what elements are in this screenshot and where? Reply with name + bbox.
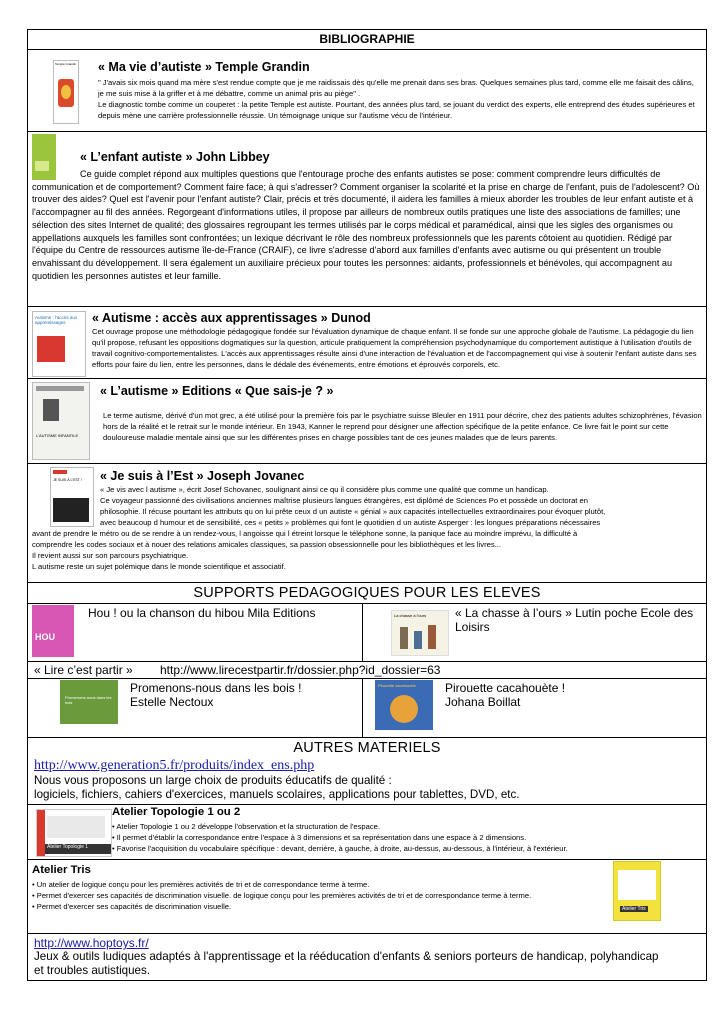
topologie-product [27,804,707,859]
bullet-item: • Favorise l'acquisition du vocabulaire spécifique : devant, derrière, à gauche, à droite, au-dessus, au-dessous, à l'intérieur, à l'extérieur. [112,844,568,853]
book-cover-quesaisje: L'AUTISME INFANTILE [32,382,90,460]
book-title: « Autisme : accès aux apprentissages » Dunod [92,311,371,325]
book-title: « L’enfant autiste » John Libbey [80,150,270,164]
book-quote: " J'avais six mois quand ma mère s'est rendue compte que je me raidissais dès qu'elle me prenait dans ses bras. Quelques semaines plus tard, comme elle me faisait des câlins, je me suis mise à la griffer et à me débattre, comme un animal pris au piège" . [98,78,694,98]
product-title: Atelier Tris [32,864,91,876]
book-grandin [27,49,707,131]
cover-illustration [37,336,65,362]
book-cover-promenons: Promenons-nous dans les bois [60,680,118,724]
document [27,29,707,981]
text-line: Il revient aussi sur son parcours psychiatrique. [32,551,189,560]
book-cover-dunod: Autisme : l'accès aux apprentissages [32,311,86,377]
bullet-item: • Un atelier de logique conçu pour les premières activités de tri et de correspondance terme à terme. [32,880,370,889]
text-line: et troubles autistiques. [34,964,151,977]
hoptoys-section [27,933,707,981]
book-quesaisje [27,378,707,463]
cover-illustration [43,399,59,421]
text-line: L autisme reste un sujet polémique dans le monde scientifique et associatif. [32,562,286,571]
book-dunod [27,306,707,378]
book-cover-grandin: Temple Grandin [53,60,79,124]
book-summary: Le terme autisme, dérivé d'un mot grec, a été utilisé pour la première fois par le psychiatre suisse Bleuler en 1911 pour décrire, chez des patients adultes schizophrènes, l'évasion hors de la réalité et le retrait sur le monde intérieur. En 1943, Kanner le reprend pour désigner une affection spécifique de la petite enfance. Ce livre fait le point sur cette douloureuse maladie mentale ainsi que sur les différentes prises en charge possibles tant de ces jeunes malades que de leurs parents. [103,411,702,442]
support-chasse [363,604,706,661]
support-url[interactable]: http://www.lirecestpartir.fr/dossier.php?id_dossier=63 [160,663,441,677]
supports-section [27,582,707,737]
product-title: Atelier Topologie 1 ou 2 [112,806,241,818]
generation5-link[interactable]: http://www.generation5.fr/produits/index_ens.php [34,758,315,773]
text-line: avant de prendre le métro ou de se rendre à un rendez-vous, l angoisse qui l étreint lorsque le téléphone sonne, la panique face au moindre imprévu, la difficulté à [32,529,578,538]
support-label: « Lire c’est partir » [34,663,133,677]
book-cover-jovanec: JE SUIS À L'EST ! [50,467,94,527]
materiels-section [27,737,707,804]
product-image-topologie: Atelier Topologie 1 [36,809,112,857]
section-title: SUPPORTS PEDAGOGIQUES POUR LES ELEVES [193,585,541,601]
support-title: Pirouette cacahouète ! [445,681,566,695]
support-pirouette [363,679,706,737]
bullet-item: • Permet d'exercer ses capacités de discrimination visuelle. [32,902,232,911]
lire-cest-partir-row [28,661,706,678]
support-text: « La chasse à l’ours » Lutin poche Ecole des Loisirs [455,606,694,634]
book-jovanec [27,463,707,582]
cover-face [61,85,71,99]
cover-photo [53,498,89,522]
book-title: « L’autisme » Editions « Que sais-je ? » [100,384,334,398]
bullet-item: • Il permet d'établir la correspondance entre l'espace à 3 dimensions et sa représentation dans une espace à 2 dimensions. [112,833,527,842]
book-cover-hou: HOU [32,605,74,657]
text-line: logiciels, fichiers, cahiers d'exercices, manuels scolaires, applications pour tablettes, DVD, etc. [34,788,520,801]
bullet-item: • Atelier Topologie 1 ou 2 développe l'observation et la structuration de l'espace. [112,822,380,831]
support-promenons [28,679,363,737]
page-title: BIBLIOGRAPHIE [319,32,415,46]
tris-product [27,859,707,933]
support-text: Hou ! ou la chanson du hibou Mila Editions [88,606,316,620]
bibliography-header [27,29,707,49]
text-line: comprendre les codes sociaux et à nouer des relations amicales classiques, sa passion obsessionnelle pour les bibliothèques et les livres... [32,540,501,549]
book-title: « Ma vie d’autiste » Temple Grandin [98,60,310,74]
book-cover-chasse: La chasse à l'ours [391,610,449,656]
cover-illustration [390,695,418,723]
book-summary: Cet ouvrage propose une méthodologie pédagogique fondée sur l'évaluation dynamique de chaque enfant. Il se fonde sur une approche globale de l'autisme. La pédagogie du lien qu'il propose, refusant les oppositions dogmatiques sur la question, articule pratiquement la compréhension psychodynamique du comportement autistique à l'utilisation d'outils de travail cognitivo-comportementalistes. L'accès aux apprentissages résulte ainsi d'une interaction de l'évaluation et de l'accompagnement qui vise à soutenir l'enfant autiste dans ses efforts pour faire du lien, entre les personnes, dans le dédale des événements, entre émotions et éprouvés corporels, etc. [92,327,697,369]
text-line: Ce voyageur passionné des civilisations anciennes maîtrise plusieurs langues étrangères, est diplômé de Sciences Po et possède un doctorat en [100,496,588,505]
text-line: Nous vous proposons un large choix de produits éducatifs de qualité : [34,774,392,787]
text-line: philosophie. Il récuse pourtant les attributs qu on lui prête ceux d un autiste « génial » aux capacités intellectuelles extraordinaires pour évoquer plutôt, [100,507,606,516]
book-cover-pirouette: Pirouette cacahouète [375,680,433,730]
bullet-item: • Permet d'exercer ses capacités de discrimination visuelle. de logique conçu pour les premières activités de tri et de correspondance terme à terme. [32,891,532,900]
support-author: Estelle Nectoux [130,695,214,709]
text-line: Jeux & outils ludiques adaptés à l'apprentissage et la rééducation d'enfants & seniors porteurs de handicap, polyhandicap [34,950,659,963]
book-summary: Le diagnostic tombe comme un couperet : la petite Temple est autiste. Pourtant, des années plus tard, se jouant du verdict des experts, elle entreprend des études supérieures et depuis mène une carrière professionnelle réussie. Un témoignage unique sur l'autisme vécu de l'intérieur. [98,100,695,120]
section-title: AUTRES MATERIELS [293,740,441,756]
support-author: Johana Boillat [445,695,521,709]
book-summary: Ce guide complet répond aux multiples questions que l'entourage proche des enfants autistes se pose: comment comprendre leurs difficultés de communication et de comportement? Comment faire face; à qui s'adresser? Comment organiser la scolarité et la prise en charge de l'enfant, puis de l'adolescent? Où trouver des aides? Quel est l'avenir pour l'enfant autiste? Clair, précis et très documenté, il aidera les familles à mieux aborder les troubles de leur enfant autiste et à l'accompagner au fil des années. Regorgeant d'informations utiles, il propose par ailleurs de nombreux outils pratiques une liste des associations de familles; une sélection des sites Internet de qualité; des glossaires regroupant les termes utilisés par le corps médical et paramédical, ainsi que les sigles des organismes ou appellations auxquels les familles sont confrontées; un lexique décrivant le rôle des nombreux professionnels que les parents côtoient au quotidien. Rédigé par l'équipe du Centre de ressources autisme île-de-France (CRAIF), ce livre s'adresse d'abord aux familles d'enfants avec autisme ou qui présentent un trouble envahissant du développement. Il sera également un auxiliaire précieux pour toutes les personnes: aidants, professionnels et bénévoles, qui accompagnent au quotidien les personnes autistes et leur famille. [32,169,700,281]
book-libbey [27,131,707,306]
product-image-tris: Atelier Tris [613,861,661,921]
support-hou [28,604,363,661]
text-line: « Je vis avec l autisme », écrit Josef Schovanec, soulignant ainsi ce qu il considère plus comme une qualité que comme un handicap. [100,485,549,494]
support-title: Promenons-nous dans les bois ! [130,681,302,695]
book-title: « Je suis à l’Est » Joseph Jovanec [100,469,305,483]
text-line: avec beaucoup d humour et de sensibilité, ces « petits » problèmes qui font le quotidien d un autiste Asperger : les longues préparations nécessaires [100,518,601,527]
hoptoys-link[interactable]: http://www.hoptoys.fr/ [34,936,149,950]
